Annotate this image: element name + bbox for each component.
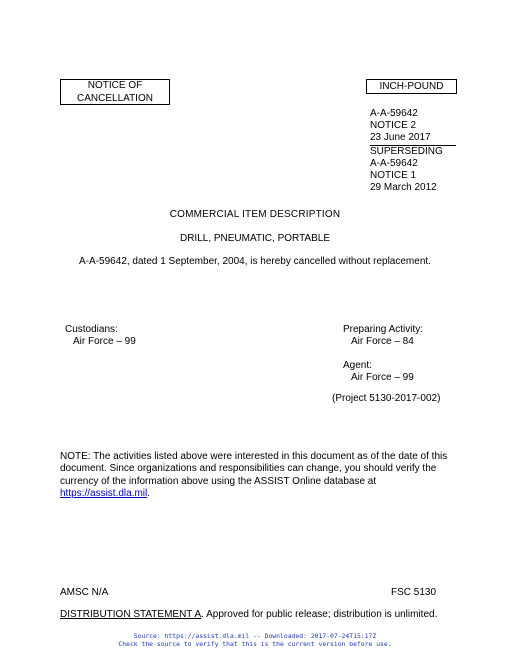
source-line-2: Check the source to verify that this is the current version before use. xyxy=(118,640,392,648)
amsc-code: AMSC N/A xyxy=(60,587,109,598)
previous-notice: NOTICE 1 xyxy=(370,170,417,182)
preparing-activity-block xyxy=(343,324,423,348)
distribution-label: DISTRIBUTION STATEMENT A xyxy=(60,609,202,620)
source-line-1: Source: https://assist.dla.mil -- Downloaded: 2017-07-24T15:17Z xyxy=(133,632,377,640)
notice-number: NOTICE 2 xyxy=(370,120,417,132)
distribution-statement xyxy=(60,609,437,620)
notice-of-cancellation-box xyxy=(60,79,170,105)
notice-box-line-1: NOTICE OF xyxy=(87,80,143,91)
note-text: NOTE: The activities listed above were interested in this document as of the date of this document. Since organizations and responsibilities can change, you should verify the currency of the information above using the ASSIST Online database at xyxy=(60,451,448,487)
agent-label: Agent: xyxy=(343,360,372,371)
notice-date: 23 June 2017 xyxy=(370,132,456,145)
note-end: . xyxy=(147,487,151,499)
distribution-text: . Approved for public release; distribution is unlimited. xyxy=(201,609,438,620)
agent-value: Air Force – 99 xyxy=(351,372,414,383)
fsc-code: FSC 5130 xyxy=(391,587,437,598)
doc-id: A-A-59642 xyxy=(370,108,418,119)
custodians-value: Air Force – 99 xyxy=(73,336,136,347)
preparing-activity-value: Air Force – 84 xyxy=(351,336,414,347)
inch-pound-box: INCH-POUND xyxy=(366,79,457,94)
previous-date: 29 March 2012 xyxy=(370,182,437,194)
notice-box-line-2: CANCELLATION xyxy=(77,92,153,104)
superseding-label: SUPERSEDING xyxy=(370,145,443,157)
document-title: COMMERCIAL ITEM DESCRIPTION xyxy=(169,209,341,220)
agent-block xyxy=(343,360,414,384)
project-number: (Project 5130-2017-002) xyxy=(332,393,441,404)
custodians-label: Custodians: xyxy=(65,324,118,335)
preparing-activity-label: Preparing Activity: xyxy=(343,324,424,335)
custodians-block xyxy=(65,324,136,348)
source-footer xyxy=(0,632,510,648)
assist-link[interactable]: https://assist.dla.mil xyxy=(60,487,148,499)
note-paragraph xyxy=(60,451,455,500)
document-subtitle: DRILL, PNEUMATIC, PORTABLE xyxy=(179,233,331,244)
document-identification-block xyxy=(370,108,456,194)
cancellation-statement: A-A-59642, dated 1 September, 2004, is hereby cancelled without replacement. xyxy=(79,256,431,267)
previous-doc-id: A-A-59642 xyxy=(370,157,418,169)
